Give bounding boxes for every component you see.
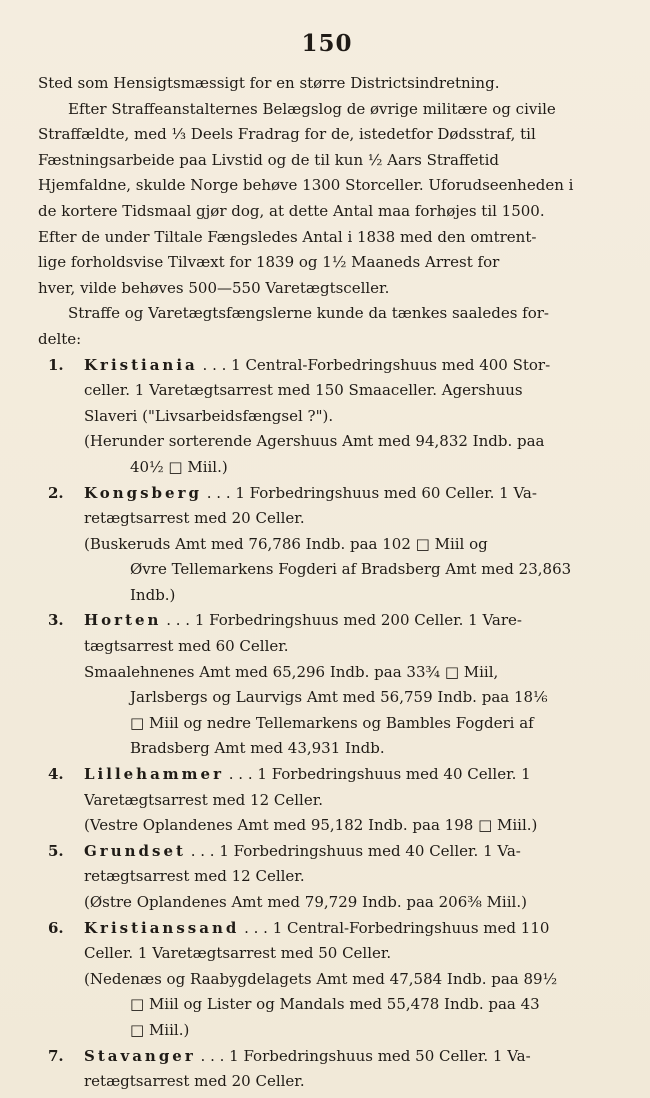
text-line: . . . 1 Forbedringshuus med 50 Celler. 1 Va-: [195, 1046, 531, 1065]
note-line: (Buskeruds Amt med 76,786 Indb. paa 102 □ Miil og: [84, 534, 488, 553]
text-line: . . . 1 Forbedringshuus med 40 Celler. 1 Va-: [185, 841, 521, 860]
item-number: 7.: [48, 1046, 64, 1065]
list-item: [38, 839, 616, 916]
text-line: Straffældte, med ⅓ Deels Fradrag for de, istedetfor Dødsstraf, til: [38, 125, 536, 144]
note-line: Jarlsbergs og Laurvigs Amt med 56,759 Indb. paa 18⅙: [130, 688, 548, 707]
item-number: 6.: [48, 918, 64, 937]
place-name: Stavanger: [84, 1046, 196, 1065]
text-line: . . . 1 Forbedringshuus med 200 Celler. 1 Vare-: [161, 611, 522, 630]
text-line: delte:: [38, 329, 82, 348]
place-name: Kristiania: [84, 355, 198, 374]
note-line: 40½ □ Miil.): [130, 457, 228, 476]
prison-list: [38, 353, 616, 1095]
item-number: 5.: [48, 841, 64, 860]
text-line: Efter Straffeanstalternes Belægslog de øvrige militære og civile: [68, 99, 556, 118]
list-item: [38, 608, 616, 762]
text-line: . . . 1 Central-Forbedringshuus med 400 Stor-: [197, 355, 551, 374]
list-item: [38, 762, 616, 839]
text-line: Straffe og Varetægtsfængslerne kunde da tænkes saaledes for-: [68, 304, 549, 323]
note-line: Indb.): [130, 585, 176, 604]
place-name: Kristianssand: [84, 918, 240, 937]
text-line: celler. 1 Varetægtsarrest med 150 Smaaceller. Agershuus: [84, 381, 523, 400]
text-line: Slaveri ("Livsarbeidsfængsel ?").: [84, 406, 334, 425]
note-line: □ Miil og nedre Tellemarkens og Bambles Fogderi af: [130, 713, 534, 732]
text-line: lige forholdsvise Tilvæxt for 1839 og 1½ Maaneds Arrest for: [38, 253, 500, 272]
list-item: [38, 481, 616, 609]
note-line: Øvre Tellemarkens Fogderi af Bradsberg Amt med 23,863: [130, 560, 572, 579]
text-line: Varetægtsarrest med 12 Celler.: [84, 790, 323, 809]
page-number: 150: [301, 30, 353, 57]
text-line: . . . 1 Forbedringshuus med 40 Celler. 1: [224, 765, 531, 784]
note-line: (Nedenæs og Raabygdelagets Amt med 47,584 Indb. paa 89½: [84, 969, 558, 988]
item-number: 4.: [48, 765, 64, 784]
item-number: 1.: [48, 355, 64, 374]
text-line: Celler. 1 Varetægtsarrest med 50 Celler.: [84, 944, 392, 963]
list-item: [38, 1044, 616, 1095]
note-line: Bradsberg Amt med 43,931 Indb.: [130, 739, 385, 758]
list-item: [38, 916, 616, 1044]
intro-text: [38, 71, 616, 353]
note-line: Smaalehnenes Amt med 65,296 Indb. paa 33¾ □ Miil,: [84, 662, 499, 681]
text-line: retægtsarrest med 20 Celler.: [84, 1072, 305, 1091]
text-line: retægtsarrest med 20 Celler.: [84, 509, 305, 528]
text-line: Efter de under Tiltale Fængsledes Antal i 1838 med den omtrent-: [38, 227, 537, 246]
text-line: Hjemfaldne, skulde Norge behøve 1300 Storceller. Uforudseenheden i: [38, 176, 574, 195]
text-line: Fæstningsarbeide paa Livstid og de til kun ½ Aars Straffetid: [38, 150, 499, 169]
text-line: de kortere Tidsmaal gjør dog, at dette Antal maa forhøjes til 1500.: [38, 201, 545, 220]
text-line: . . . 1 Central-Forbedringshuus med 110: [239, 918, 550, 937]
text-line: retægtsarrest med 12 Celler.: [84, 867, 305, 886]
note-line: □ Miil og Lister og Mandals med 55,478 Indb. paa 43: [130, 995, 540, 1014]
place-name: Kongsberg: [84, 483, 202, 502]
list-item: [38, 353, 616, 481]
item-number: 2.: [48, 483, 64, 502]
text-line: . . . 1 Forbedringshuus med 60 Celler. 1 Va-: [201, 483, 537, 502]
place-name: Grundset: [84, 841, 186, 860]
note-line: (Vestre Oplandenes Amt med 95,182 Indb. paa 198 □ Miil.): [84, 816, 538, 835]
text-line: hver, vilde behøves 500—550 Varetægtsceller.: [38, 278, 390, 297]
place-name: Lillehammer: [84, 765, 224, 784]
note-line: □ Miil.): [130, 1020, 190, 1039]
place-name: Horten: [84, 611, 162, 630]
note-line: (Østre Oplandenes Amt med 79,729 Indb. paa 206⅜ Miil.): [84, 893, 527, 911]
text-line: tægtsarrest med 60 Celler.: [84, 637, 289, 656]
item-number: 3.: [48, 611, 64, 630]
text-line: Sted som Hensigtsmæssigt for en større Districtsindretning.: [38, 74, 500, 92]
note-line: (Herunder sorterende Agershuus Amt med 94,832 Indb. paa: [84, 432, 545, 451]
